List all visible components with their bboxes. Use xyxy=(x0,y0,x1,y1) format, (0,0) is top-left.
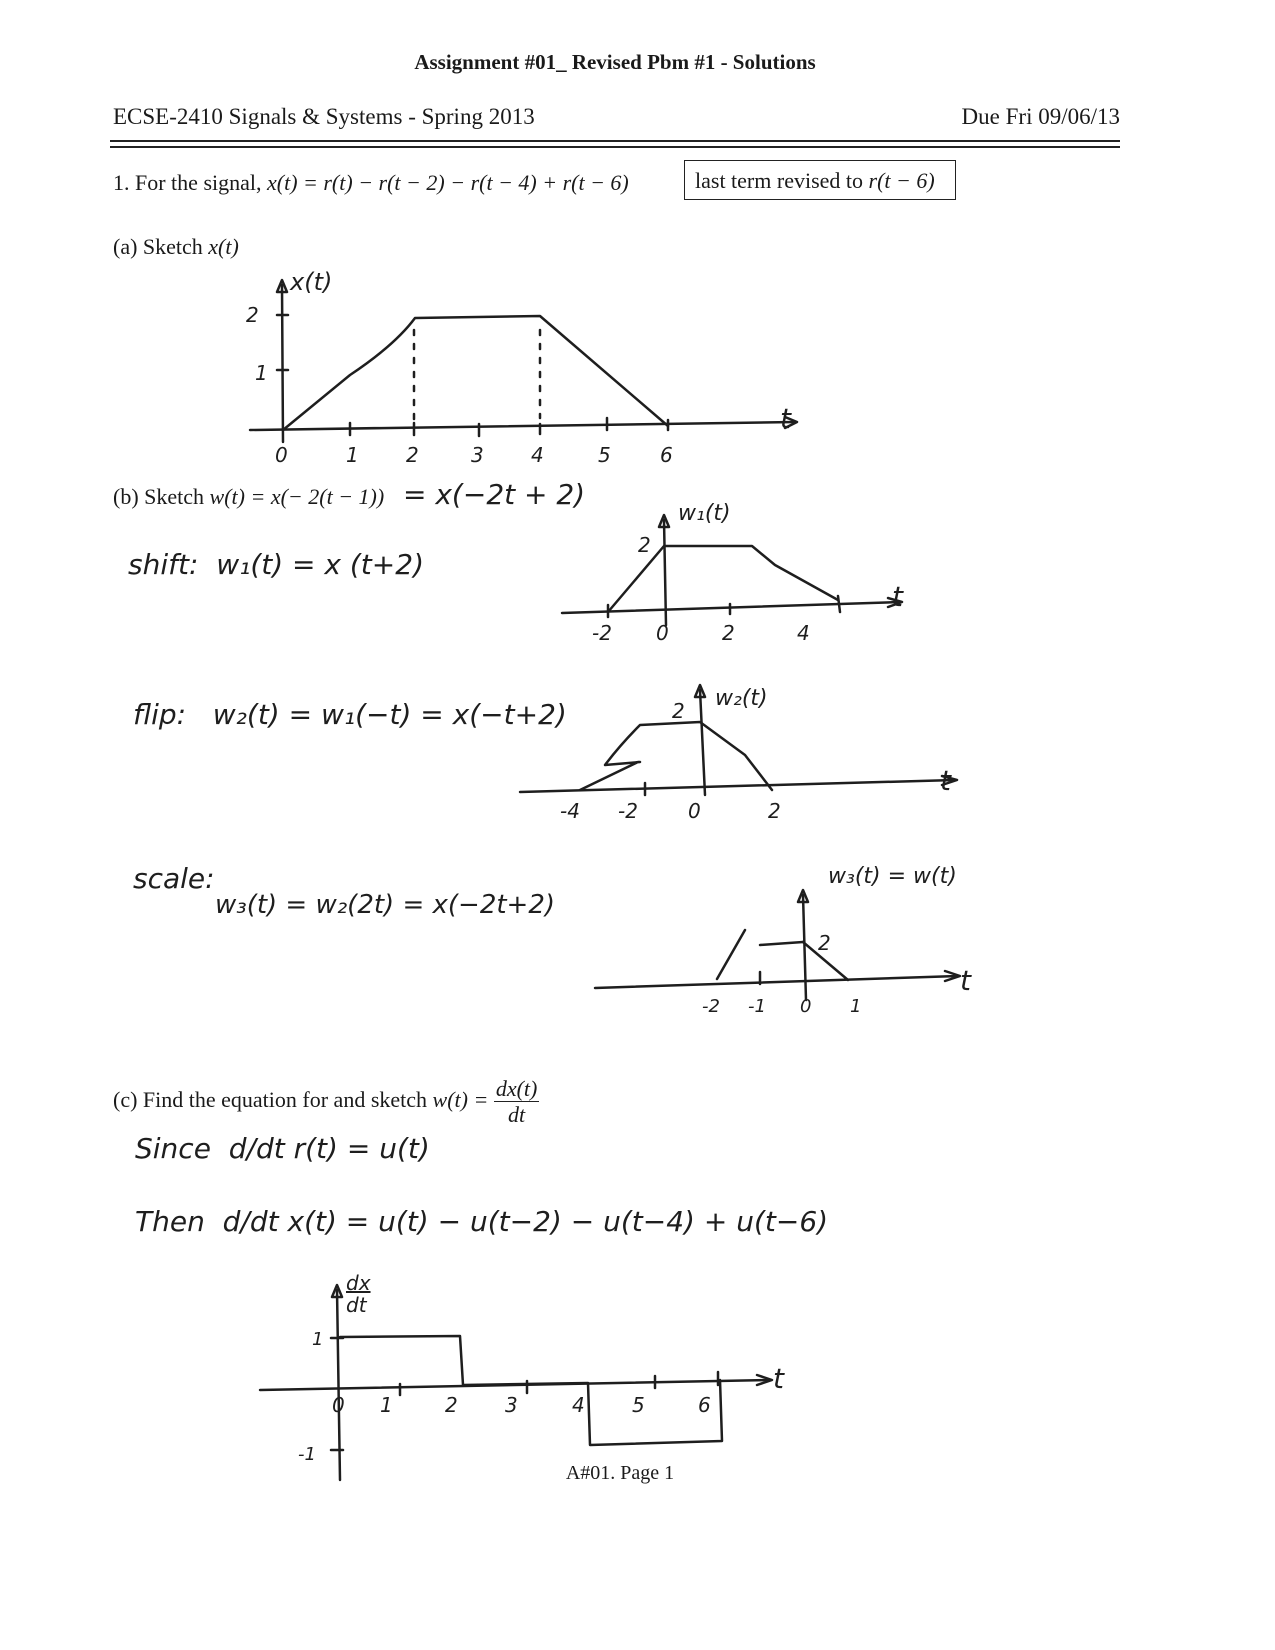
due-date: Due Fri 09/06/13 xyxy=(961,104,1120,129)
svg-text:1: 1 xyxy=(312,1329,324,1350)
then-equation: d/dt x(t) = u(t) − u(t−2) − u(t−4) + u(t−6) xyxy=(222,1205,829,1238)
svg-text:2: 2 xyxy=(638,533,651,557)
part-b-expr: w(t) = x(− 2(t − 1)) xyxy=(209,484,385,509)
shift-step-equation: w₁(t) = x (t+2) xyxy=(216,548,424,581)
svg-text:2: 2 xyxy=(246,303,259,327)
scale-step-equation: w₃(t) = w₂(2t) = x(−2t+2) xyxy=(215,890,556,920)
svg-text:-2: -2 xyxy=(592,621,612,645)
svg-text:t: t xyxy=(960,964,971,997)
svg-text:1: 1 xyxy=(255,361,268,385)
svg-text:6: 6 xyxy=(660,443,673,467)
svg-text:2: 2 xyxy=(672,699,685,723)
then-word: Then xyxy=(135,1205,205,1238)
svg-text:-1: -1 xyxy=(748,996,766,1017)
flip-step-label: flip: xyxy=(133,698,187,731)
svg-text:0: 0 xyxy=(275,443,288,467)
svg-text:-2: -2 xyxy=(702,996,720,1017)
fraction-numerator: dx(t) xyxy=(495,1076,538,1101)
w3-plot-title: w₃(t) = w(t) xyxy=(828,864,957,889)
problem-number: 1. xyxy=(113,170,130,195)
svg-text:dx: dx xyxy=(346,1271,371,1295)
svg-text:6: 6 xyxy=(698,1393,711,1417)
svg-text:t: t xyxy=(892,580,903,613)
part-c-expr-lhs: w(t) = xyxy=(432,1086,489,1112)
w2-plot-title: w₂(t) xyxy=(715,686,768,711)
svg-text:1: 1 xyxy=(380,1393,393,1417)
svg-text:1: 1 xyxy=(346,443,359,467)
scale-step-label: scale: xyxy=(133,862,215,895)
shift-step-label: shift: xyxy=(128,548,199,581)
part-a-expr: x(t) xyxy=(208,234,239,259)
w1-plot-title: w₁(t) xyxy=(678,501,731,526)
svg-text:2: 2 xyxy=(768,799,781,823)
x-plot-xlabel: t xyxy=(780,402,791,435)
page-footer: A#01. Page 1 xyxy=(565,1462,675,1484)
x-plot-ylabel: x(t) xyxy=(290,268,333,296)
svg-text:0: 0 xyxy=(656,621,669,645)
svg-text:0: 0 xyxy=(800,996,812,1017)
svg-text:-4: -4 xyxy=(560,799,580,823)
svg-text:4: 4 xyxy=(531,443,544,467)
svg-text:2: 2 xyxy=(818,931,831,955)
since-word: Since xyxy=(135,1132,211,1165)
svg-text:3: 3 xyxy=(471,443,484,467)
part-b-handwritten-suffix: = x(−2t + 2) xyxy=(403,478,586,511)
revision-term: r(t − 6) xyxy=(868,168,935,193)
signal-equation: x(t) = r(t) − r(t − 2) − r(t − 4) + r(t − 6) xyxy=(267,170,629,195)
svg-text:5: 5 xyxy=(632,1393,645,1417)
svg-text:dt: dt xyxy=(346,1293,367,1317)
svg-text:2: 2 xyxy=(406,443,419,467)
svg-text:0: 0 xyxy=(688,799,701,823)
svg-text:-1: -1 xyxy=(298,1444,316,1465)
svg-text:2: 2 xyxy=(445,1393,458,1417)
svg-text:1: 1 xyxy=(850,996,862,1017)
problem-intro: For the signal, xyxy=(135,170,262,195)
part-b-label: (b) Sketch xyxy=(113,484,205,509)
revision-note-text: last term revised to xyxy=(695,168,864,193)
svg-text:3: 3 xyxy=(505,1393,518,1417)
since-equation: d/dt r(t) = u(t) xyxy=(228,1132,430,1165)
flip-step-equation: w₂(t) = w₁(−t) = x(−t+2) xyxy=(212,698,567,731)
svg-text:t: t xyxy=(940,764,951,797)
document-title: Assignment #01_ Revised Pbm #1 - Solutions xyxy=(414,50,816,74)
svg-text:4: 4 xyxy=(797,621,810,645)
svg-text:5: 5 xyxy=(598,443,611,467)
svg-text:4: 4 xyxy=(572,1393,585,1417)
course-name: ECSE-2410 Signals & Systems - Spring 2013 xyxy=(113,104,535,129)
svg-text:0: 0 xyxy=(332,1393,345,1417)
svg-text:t: t xyxy=(773,1362,784,1395)
part-a-label: (a) Sketch xyxy=(113,234,203,259)
svg-text:-2: -2 xyxy=(618,799,638,823)
svg-text:2: 2 xyxy=(722,621,735,645)
fraction-denominator: dt xyxy=(508,1102,526,1128)
part-c-label: (c) Find the equation for and sketch xyxy=(113,1086,428,1112)
